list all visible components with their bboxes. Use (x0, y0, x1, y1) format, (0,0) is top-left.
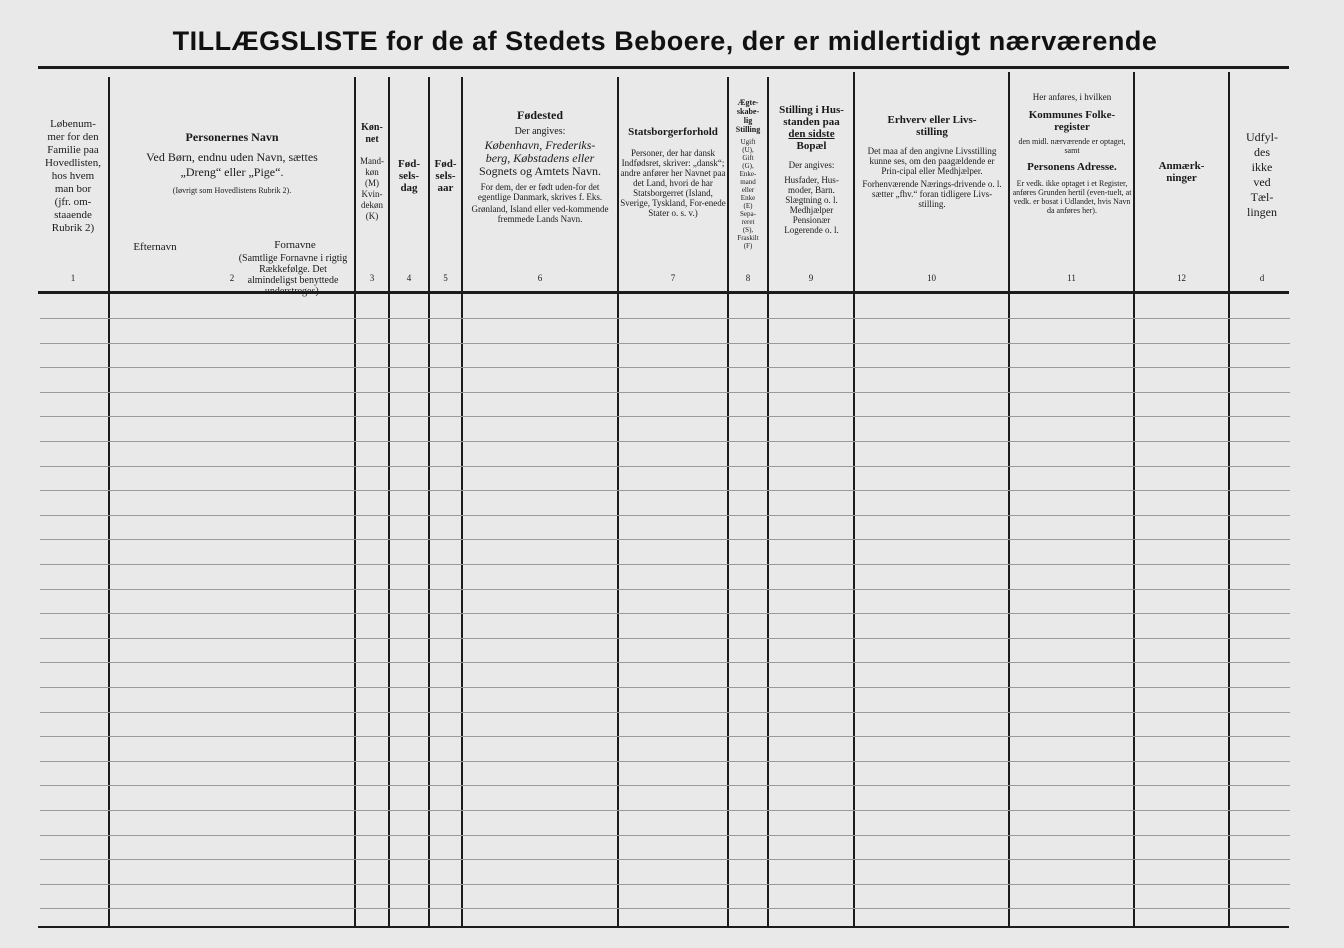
writing-line (40, 810, 1290, 811)
writing-line (40, 466, 1290, 467)
writing-line (40, 539, 1290, 540)
col2-sub-efternavn: Efternavn (133, 241, 177, 253)
col12-header: Anmærk- ninger (1158, 160, 1205, 184)
col2-sub-fornavne-note: (Samtlige Fornavne i rigtig Rækkefølge. Det almindeligst benyttede understreges). (238, 253, 348, 297)
writing-line (40, 859, 1290, 860)
writing-line (40, 416, 1290, 417)
col12-number: 12 (1177, 273, 1186, 283)
col9-number: 9 (808, 273, 814, 283)
col1-header: Løbenum- mer for den Familie paa Hovedlisten, hos hvem man bor (jfr. om- staaende Rubrik 2) (45, 118, 101, 234)
col11-header: Her anføres, i hvilken Kommunes Folke- register den midl. nærværende er optaget, samt Personens Adresse. Er vedk. ikke optaget i et Register, anføres Grunden hertil (even-tuelt, at vedk. er bosat i Udlandet, hvis Navn da anføres her). (1012, 92, 1132, 215)
writing-line (40, 736, 1290, 737)
column-divider (1008, 72, 1010, 927)
bottom-rule (38, 926, 1289, 928)
col2-number: 2 (229, 273, 235, 283)
writing-line (40, 785, 1290, 786)
col2-sub-fornavne: Fornavne (274, 239, 316, 251)
col3-header: Køn- net Mand- køn (M) Kvin- dekøn (K) (360, 122, 384, 221)
writing-line (40, 564, 1290, 565)
col10-number: 10 (927, 273, 936, 283)
col2-heading: Personernes Navn (185, 130, 279, 144)
writing-line (40, 908, 1290, 909)
cold-number: d (1259, 273, 1265, 283)
col11-number: 11 (1067, 273, 1076, 283)
column-divider (428, 77, 430, 927)
col2-header: Personernes Navn Ved Børn, endnu uden Navn, sættes „Dreng“ eller „Pige“. (Iøvrigt som Hovedlistens Rubrik 2). (112, 130, 352, 195)
col6-header: Fødested Der angives: København, Frederiks- berg, Købstadens eller Sognets og Amtets Navn. For dem, der er født uden-for det egentlige Danmark, skrives f. Eks. Grønland, Island eller ved-kommende fremmede Lands Navn. (471, 108, 609, 224)
col4-header: Fød- sels- dag (398, 158, 420, 194)
header-rule (38, 291, 1289, 294)
writing-line (40, 712, 1290, 713)
column-divider (1133, 72, 1135, 927)
writing-line (40, 367, 1290, 368)
writing-line (40, 835, 1290, 836)
writing-line (40, 490, 1290, 491)
writing-line (40, 318, 1290, 319)
col5-header: Fød- sels- aar (434, 158, 457, 194)
writing-line (40, 343, 1290, 344)
col6-number: 6 (537, 273, 543, 283)
col8-header: Ægte- skabe- lig Stilling Ugift (U), Gift (G), Enke- mand eller Enke (E) Sepa- reret (S), Fraskilt (F) (735, 98, 761, 250)
col4-number: 4 (406, 273, 412, 283)
writing-line (40, 884, 1290, 885)
col7-header: Statsborgerforhold Personer, der har dansk Indfødsret, skriver: „dansk“; andre anfører her Navnet paa det Land, hvori de har Statsborgerret (Island, Sverige, Tyskland, For-enede Stater o. s. v.) (620, 126, 726, 218)
writing-line (40, 638, 1290, 639)
col7-number: 7 (670, 273, 676, 283)
top-rule (38, 66, 1289, 69)
column-divider (617, 77, 619, 927)
col1-number: 1 (70, 273, 76, 283)
col8-number: 8 (745, 273, 751, 283)
writing-line (40, 662, 1290, 663)
cold-header: Udfyl- des ikke ved Tæl- lingen (1246, 130, 1278, 219)
form-title: TILLÆGSLISTE for de af Stedets Beboere, der er midlertidigt nærværende (172, 26, 1158, 56)
col10-header: Erhverv eller Livs- stilling Det maa af den angivne Livsstilling kunne ses, om den paagældende er Prin-cipal eller Medhjælper. Forhenværende Nærings-drivende o. l. sætter „fhv.“ foran tidligere Livs-stilling. (862, 114, 1002, 209)
col5-number: 5 (443, 273, 448, 283)
writing-line (40, 515, 1290, 516)
writing-line (40, 392, 1290, 393)
col9-header: Stilling i Hus- standen paa den sidste Bopæl Der angives: Husfader, Hus- moder, Barn. Slægtning o. l. Medhjælper Pensionær Logerende o. l. (779, 104, 844, 235)
column-divider (388, 77, 390, 927)
writing-line (40, 687, 1290, 688)
column-divider (461, 77, 463, 927)
writing-line (40, 441, 1290, 442)
column-divider (767, 77, 769, 927)
column-divider (853, 72, 855, 927)
writing-line (40, 761, 1290, 762)
writing-line (40, 613, 1290, 614)
writing-line (40, 589, 1290, 590)
col3-number: 3 (369, 273, 375, 283)
column-divider (108, 77, 110, 927)
